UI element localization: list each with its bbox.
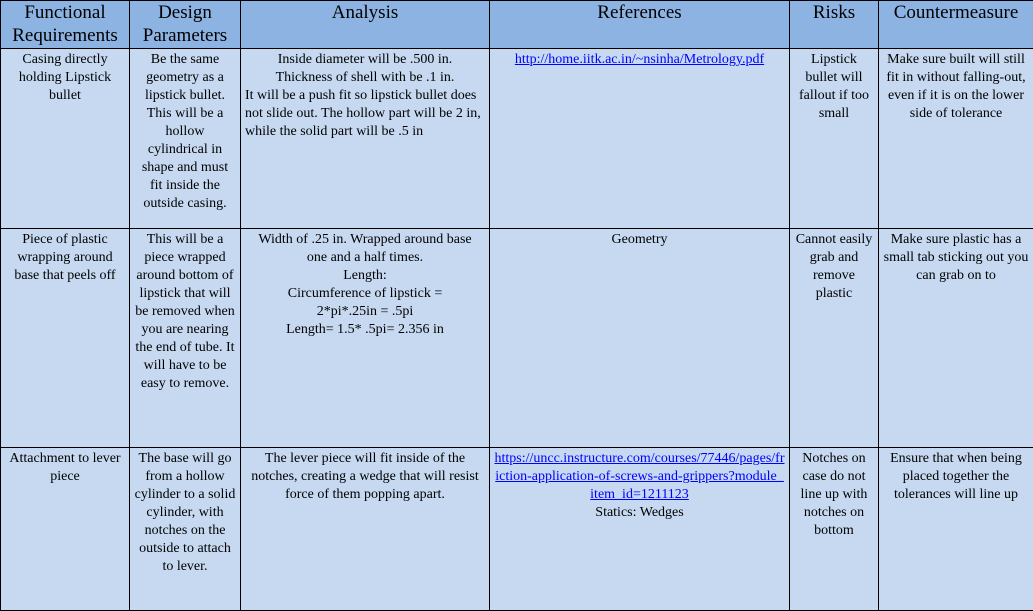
reference-link[interactable]: http://home.iitk.ac.in/~nsinha/Metrology.pdf xyxy=(515,52,764,67)
design-parameter: The base will go from a hollow cylinder to a solid cylinder, with notches on the outside to attach to lever. xyxy=(134,450,236,610)
countermeasure: Make sure plastic has a small tab sticking out you can grab on to xyxy=(883,231,1029,447)
analysis-left: It will be a push fit so lipstick bullet does not slide out. The hollow part will be 2 in, while the solid part will be .5 in xyxy=(245,87,485,141)
risk: Lipstick bullet will fallout if too small xyxy=(794,51,874,228)
analysis: The lever piece will fit inside of the notches, creating a wedge that will resist force of them popping apart. xyxy=(245,450,485,610)
analysis xyxy=(245,231,485,447)
risk: Notches on case do not line up with notches on bottom xyxy=(794,450,874,610)
design-parameter: Be the same geometry as a lipstick bullet. This will be a hollow cylindrical in shape and must fit inside the outside casing. xyxy=(134,51,236,228)
table-row xyxy=(1,229,1033,448)
analysis-line: Circumference of lipstick = 2*pi*.25in = .5pi xyxy=(245,285,485,321)
header-analysis: Analysis xyxy=(241,1,490,49)
countermeasure: Ensure that when being placed together the tolerances will line up xyxy=(883,450,1029,610)
header-risks: Risks xyxy=(790,1,879,49)
analysis xyxy=(245,51,485,228)
analysis-line: Length= 1.5* .5pi= 2.356 in xyxy=(245,321,485,339)
analysis-centered: Inside diameter will be .500 in. Thickness of shell with be .1 in. xyxy=(245,51,485,87)
header-countermeasure: Countermeasure xyxy=(879,1,1033,49)
reference-link[interactable]: https://uncc.instructure.com/courses/77446/pages/friction-application-of-screws-and-grippers?module_item_id=1211123 xyxy=(494,451,784,502)
header-functional-requirements: Functional Requirements xyxy=(1,1,130,49)
table-row xyxy=(1,49,1033,229)
functional-requirement: Attachment to lever piece xyxy=(5,450,125,610)
references xyxy=(494,51,785,228)
design-parameter: This will be a piece wrapped around bottom of lipstick that will be removed when you are nearing the end of tube. It will have to be easy to remove. xyxy=(134,231,236,447)
functional-requirement: Piece of plastic wrapping around base that peels off xyxy=(5,231,125,447)
references: Geometry xyxy=(494,231,785,447)
header-references: References xyxy=(490,1,790,49)
countermeasure: Make sure built will still fit in without falling-out, even if it is on the lower side of tolerance xyxy=(883,51,1029,228)
table-row xyxy=(1,448,1033,611)
analysis-line: Length: xyxy=(245,267,485,285)
references xyxy=(494,450,785,610)
risk: Cannot easily grab and remove plastic xyxy=(794,231,874,447)
header-design-parameters: Design Parameters xyxy=(130,1,241,49)
reference-text: Statics: Wedges xyxy=(494,504,785,522)
header-row xyxy=(1,1,1033,49)
analysis-line: Width of .25 in. Wrapped around base one and a half times. xyxy=(245,231,485,267)
functional-requirement: Casing directly holding Lipstick bullet xyxy=(5,51,125,228)
